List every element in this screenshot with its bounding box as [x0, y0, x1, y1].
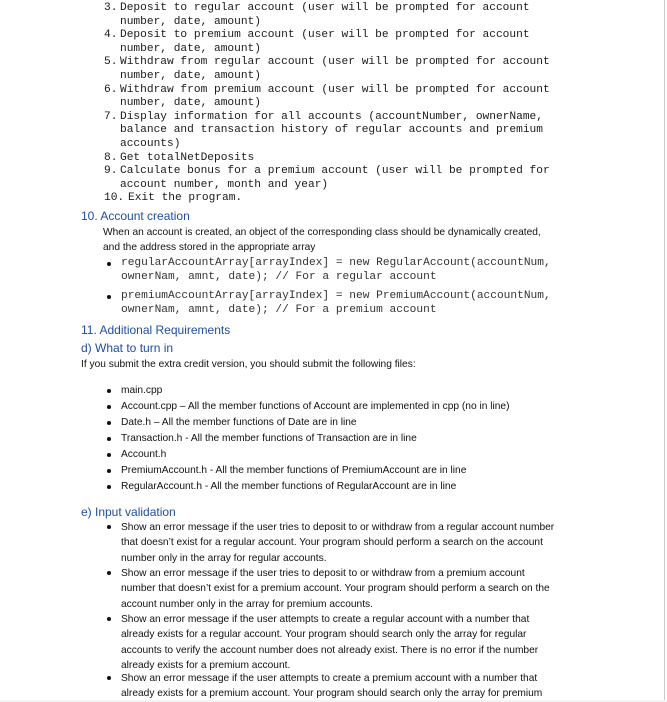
validation-line: number only in the array for regular accounts.: [121, 552, 327, 564]
subheading-what-to-turn-in: d) What to turn in: [81, 341, 174, 355]
menu-line: number, date, amount): [120, 97, 261, 110]
intro-line: When an account is created, an object of the corresponding class should be dynamically created,: [103, 227, 541, 238]
validation-rule: [121, 566, 591, 612]
validation-line: already exists for a premium account. Your program should search only the array for premium: [121, 688, 543, 700]
bullet-dot: [107, 453, 111, 457]
validation-line: Show an error message if the user tries to deposit to or withdraw from a premium account: [121, 568, 525, 579]
menu-line: Get totalNetDeposits: [120, 151, 255, 164]
code-line: premiumAccountArray[arrayIndex] = new PremiumAccount(accountNum,: [121, 290, 551, 302]
menu-line: Withdraw from regular account (user will be prompted for account: [120, 56, 550, 69]
code-regular-account: [121, 257, 551, 284]
menu-line: Display information for all accounts (accountNumber, ownerName,: [120, 110, 543, 123]
subheading-input-validation: e) Input validation: [81, 505, 176, 519]
code-premium-account: [121, 290, 551, 317]
menu-item-10: [104, 192, 550, 206]
menu-item-5: [104, 56, 550, 83]
menu-item-4: [104, 29, 550, 56]
section-heading-additional-requirements: 11. Additional Requirements: [81, 323, 231, 337]
menu-line: balance and transaction history of regular accounts and premium: [120, 124, 543, 137]
validation-line: Show an error message if the user attempts to create a regular account with a number that: [121, 614, 530, 625]
menu-item-8: [104, 152, 550, 166]
account-creation-intro: [103, 225, 541, 255]
bullet-dot: [107, 437, 111, 441]
menu-num: 8.: [104, 151, 118, 164]
menu-line: Exit the program.: [128, 192, 243, 205]
menu-num: 7.: [104, 110, 118, 123]
validation-line: number that doesn’t exist for a premium account. Your program should perform a search on the: [121, 583, 550, 595]
menu-item-6: [104, 84, 550, 111]
menu-line: Deposit to premium account (user will be prompted for account: [120, 29, 530, 42]
file-list-item: PremiumAccount.h - All the member functions of PremiumAccount are in line: [121, 465, 467, 476]
bullet-dot: [107, 676, 111, 680]
validation-rule: [121, 671, 591, 702]
validation-line: already exists for a premium account.: [121, 659, 291, 671]
bullet-dot: [107, 485, 111, 489]
menu-num: 10.: [104, 192, 125, 205]
validation-rule: [121, 520, 591, 566]
file-list-item: Date.h – All the member functions of Date are in line: [121, 417, 357, 428]
code-line: ownerNam, amnt, date); // For a premium account: [121, 303, 437, 316]
menu-num: 9.: [104, 165, 118, 178]
bullet-dot: [107, 405, 111, 409]
bullet-dot: [107, 469, 111, 473]
code-line: regularAccountArray[arrayIndex] = new RegularAccount(accountNum,: [121, 257, 551, 269]
menu-item-7: [104, 111, 550, 152]
menu-line: number, date, amount): [120, 42, 261, 55]
menu-num: 3.: [104, 2, 118, 14]
menu-line: Deposit to regular account (user will be prompted for account: [120, 2, 530, 14]
menu-list: [104, 2, 550, 206]
bullet-dot: [107, 571, 111, 575]
validation-line: that doesn’t exist for a regular account. Your program should perform a search on the account: [121, 537, 543, 549]
menu-item-9: [104, 165, 550, 192]
file-list-item: main.cpp: [121, 385, 163, 396]
page-right-border: [664, 0, 665, 700]
bullet-dot: [107, 262, 111, 266]
bullet-dot: [107, 295, 111, 299]
menu-num: 6.: [104, 83, 118, 96]
intro-line: and the address stored in the appropriate array: [103, 242, 316, 253]
bullet-dot: [107, 421, 111, 425]
menu-line: account number, month and year): [120, 178, 329, 191]
menu-line: number, date, amount): [120, 15, 261, 28]
validation-line: Show an error message if the user attempts to create a premium account with a number that: [121, 673, 538, 684]
turn-in-intro: If you submit the extra credit version, you should submit the following files:: [81, 359, 416, 370]
menu-line: number, date, amount): [120, 69, 261, 82]
validation-line: already exists for a regular account. Your program should search only the array for regular: [121, 629, 527, 641]
bullet-dot: [107, 617, 111, 621]
bullet-dot: [107, 389, 111, 393]
file-list-item: Transaction.h - All the member functions of Transaction are in line: [121, 433, 417, 444]
file-list-item: Account.h: [121, 449, 167, 460]
validation-line: accounts to verify the account number does not already exist. There is no error if the number: [121, 644, 539, 656]
menu-line: Calculate bonus for a premium account (user will be prompted for: [120, 165, 550, 178]
bullet-dot: [107, 525, 111, 529]
validation-rule: [121, 612, 591, 673]
menu-num: 5.: [104, 56, 118, 69]
menu-line: Withdraw from premium account (user will be prompted for account: [120, 83, 550, 96]
code-line: ownerNam, amnt, date); // For a regular account: [121, 270, 437, 283]
validation-line: Show an error message if the user tries to deposit to or withdraw from a regular account number: [121, 522, 555, 533]
section-heading-account-creation: 10. Account creation: [81, 209, 190, 223]
menu-num: 4.: [104, 29, 118, 42]
validation-line: account number only in the array for premium accounts.: [121, 598, 373, 610]
menu-item-3: [104, 2, 550, 29]
menu-line: accounts): [120, 137, 181, 150]
file-list-item: RegularAccount.h - All the member functions of RegularAccount are in line: [121, 481, 457, 492]
file-list-item: Account.cpp – All the member functions of Account are implemented in cpp (no in line): [121, 401, 510, 412]
